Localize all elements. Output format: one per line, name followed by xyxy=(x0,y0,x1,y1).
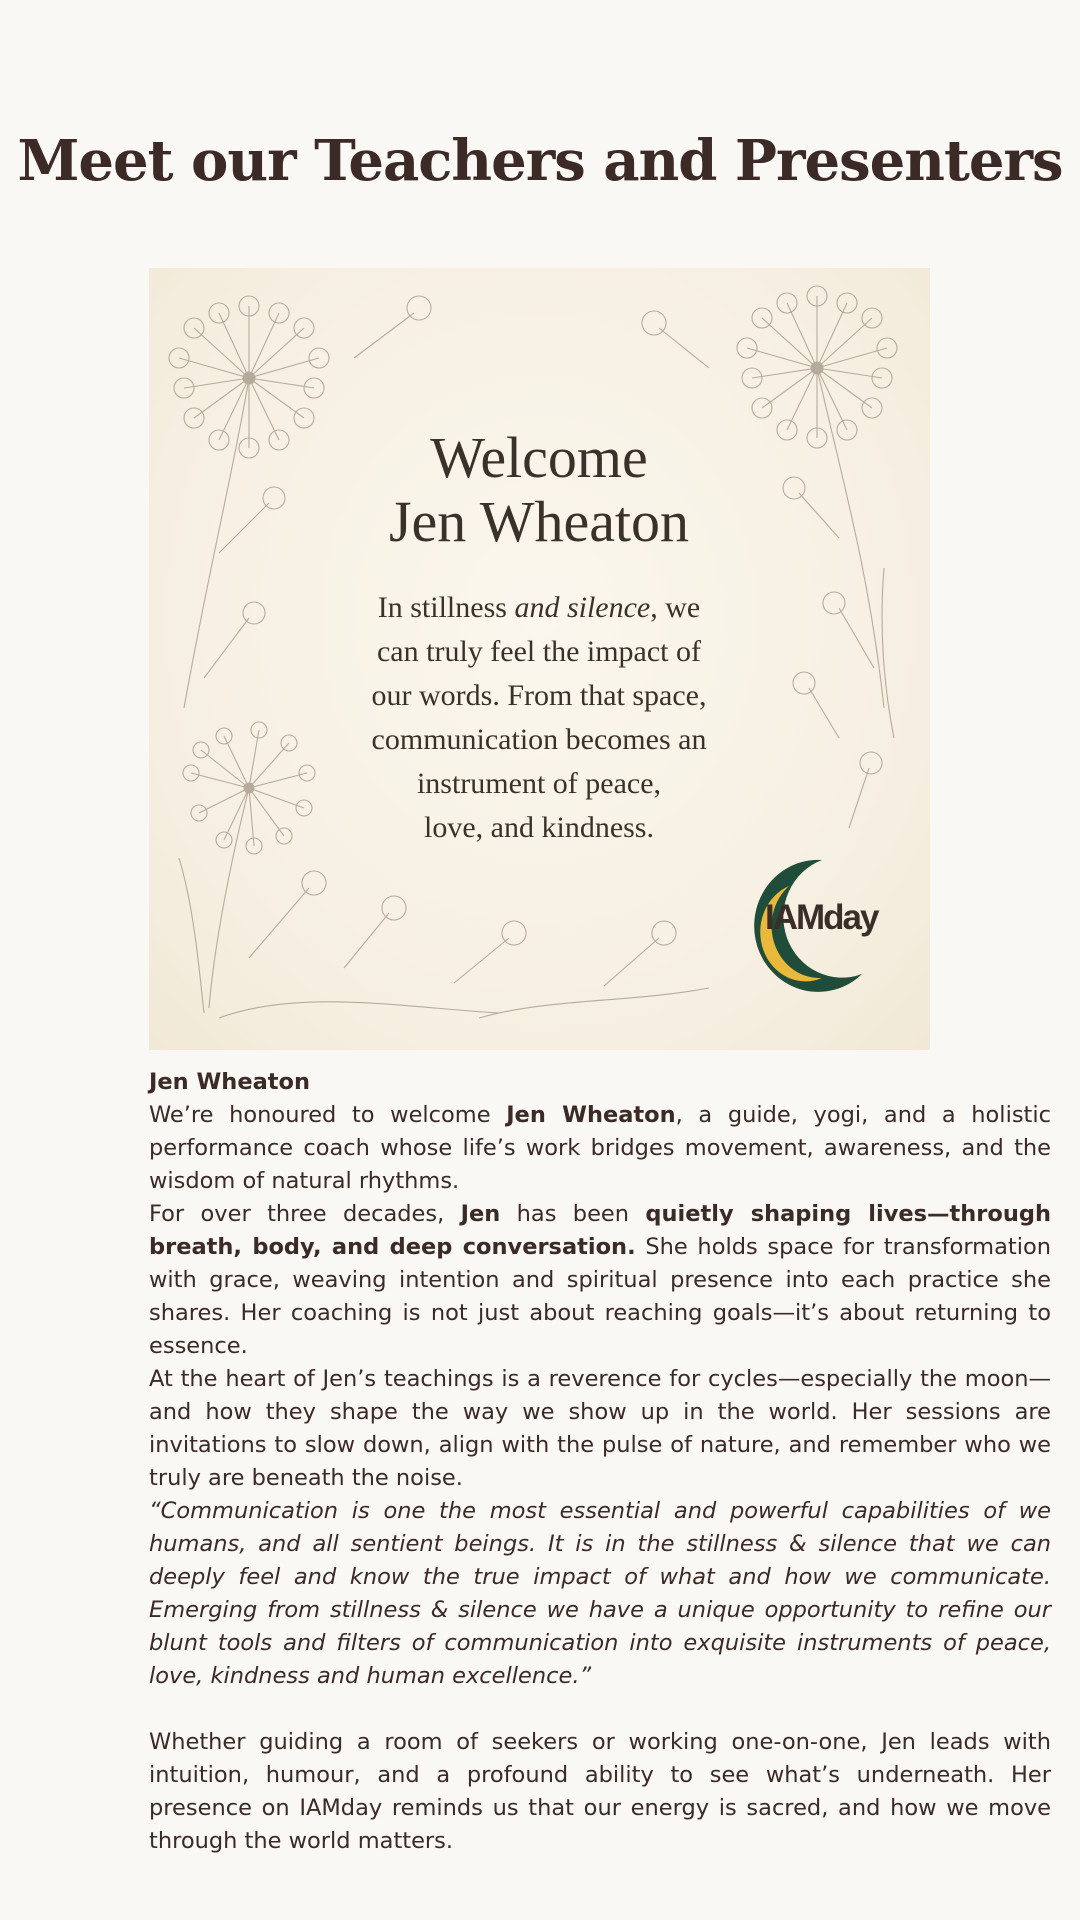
banner-heading xyxy=(299,426,779,554)
bio-paragraph-3: At the heart of Jen’s teachings is a reverence for cycles—especially the moon—and how they shape the way we show up in the world. Her sessions are invitations to slow down, align with the pulse of nature, and remember who we truly are beneath the noise. xyxy=(149,1366,1051,1491)
banner-quote-line: love, and kindness. xyxy=(424,811,654,844)
iamday-logo xyxy=(727,856,897,996)
bio-paragraph-1: We’re honoured to welcome Jen Wheaton, a guide, yogi, and a holistic performance coach whose life’s work bridges movement, awareness, and the wisdom of natural rhythms. xyxy=(149,1102,1051,1194)
banner-quote-line: can truly feel the impact of xyxy=(376,635,702,668)
bio-paragraph-2: For over three decades, Jen has been quietly shaping lives—through breath, body, and deep conversation. She holds space for transformation with grace, weaving intention and spiritual presence into each practice she shares. Her coaching is not just about reaching goals—it’s about returning to essence. xyxy=(149,1201,1051,1359)
banner-quote-line: our words. From that space, xyxy=(371,679,707,712)
bio-name-heading: Jen Wheaton xyxy=(149,1069,310,1095)
welcome-banner-image xyxy=(149,268,930,1050)
bio-paragraph-4: Whether guiding a room of seekers or working one-on-one, Jen leads with intuition, humour, and a profound ability to see what’s underneath. Her presence on IAMday reminds us that our energy is sacred, and how we move through the world matters. xyxy=(149,1729,1051,1854)
banner-heading-line2: Jen Wheaton xyxy=(388,489,690,554)
page-title: Meet our Teachers and Presenters xyxy=(17,128,1063,194)
bio-quote: “Communication is one the most essential and powerful capabilities of we humans, and all sentient beings. It is in the stillness & silence that we can deeply feel and know the true impact of what and how we communicate. Emerging from stillness & silence we have a unique opportunity to refine our blunt tools and filters of communication into exquisite instruments of peace, love, kindness and human excellence.” xyxy=(149,1498,1051,1689)
banner-quote-line: In stillness and silence, we xyxy=(377,591,701,624)
banner-quote xyxy=(319,586,759,850)
logo-text: IAMday xyxy=(765,898,878,937)
banner-quote-line: communication becomes an xyxy=(371,723,707,756)
banner-quote-line: instrument of peace, xyxy=(416,767,662,800)
banner-heading-line1: Welcome xyxy=(430,425,648,490)
bio-article xyxy=(149,1066,1051,1858)
